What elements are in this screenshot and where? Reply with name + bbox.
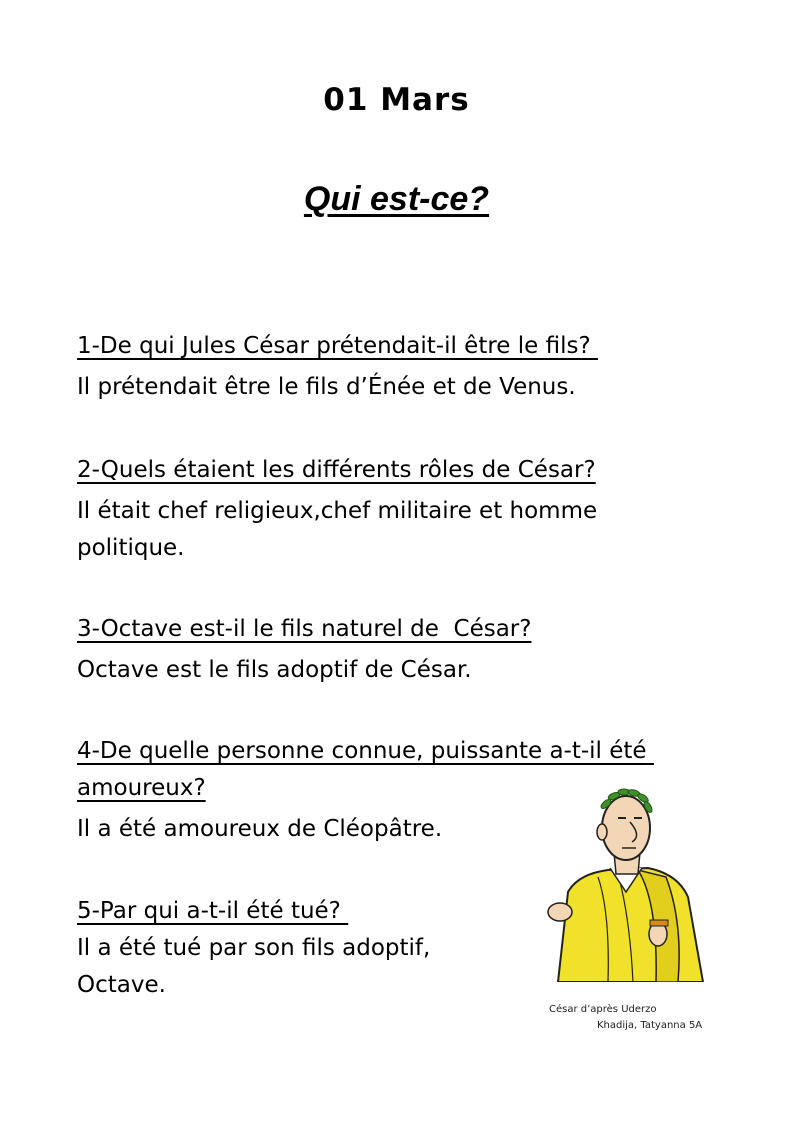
answer-1: Il prétendait être le fils d’Énée et de Venus. <box>77 374 576 400</box>
page-title: Qui est-ce? <box>303 180 490 218</box>
answer-2: Il était chef religieux,chef militaire et homme politique. <box>77 498 605 561</box>
question-2: 2-Quels étaient les différents rôles de César? <box>77 457 596 483</box>
qa-item-3 <box>77 611 717 689</box>
question-3: 3-Octave est-il le fils naturel de César? <box>77 616 532 642</box>
answer-4: Il a été amoureux de Cléopâtre. <box>77 816 443 842</box>
qa-item-1 <box>77 328 717 406</box>
question-4: 4-De quelle personne connue, puissante a-t-il été amoureux? <box>77 738 654 801</box>
illustration-caption-authors: Khadija, Tatyanna 5A <box>597 1020 703 1031</box>
caesar-cartoon-illustration <box>538 782 710 982</box>
answer-3: Octave est le fils adoptif de César. <box>77 657 472 683</box>
question-1: 1-De qui Jules César prétendait-il être le fils? <box>77 333 598 359</box>
answer-5: Il a été tué par son fils adoptif, Octave. <box>77 935 438 998</box>
question-5: 5-Par qui a-t-il été tué? <box>77 898 349 924</box>
qa-item-2 <box>77 452 717 567</box>
illustration-caption-credit: César d’après Uderzo <box>549 1004 657 1015</box>
page-date: 01 Mars <box>323 82 470 118</box>
